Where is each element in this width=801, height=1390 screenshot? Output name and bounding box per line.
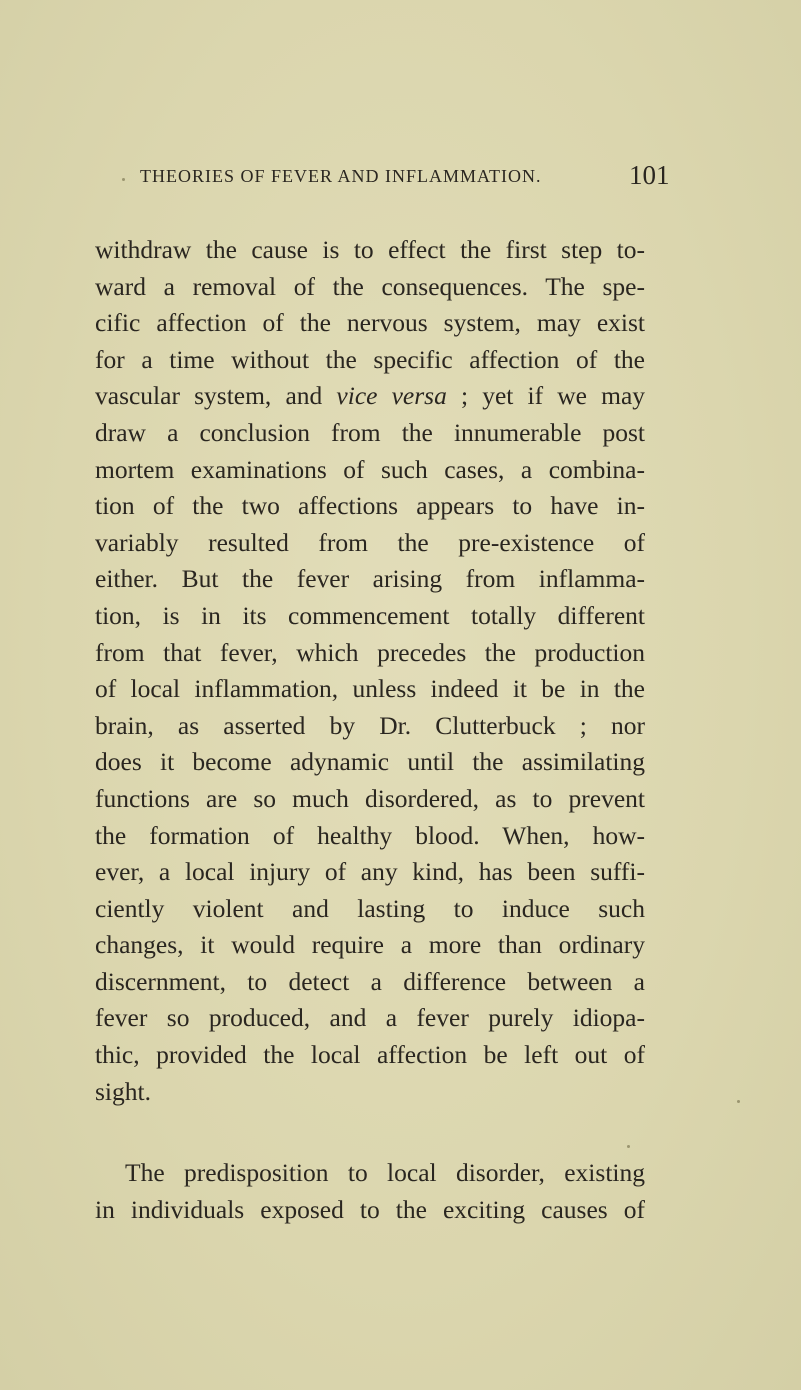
text-line: withdraw the cause is to effect the first step to-: [95, 235, 645, 264]
text-line: ever, a local injury of any kind, has been suffi-: [95, 857, 645, 887]
text-line: tion of the two affections appears to have in-: [95, 491, 645, 521]
text-line: fever so produced, and a fever purely idiopa-: [95, 1003, 645, 1033]
text-line: of local inflammation, unless indeed it be in the: [95, 674, 645, 704]
paper-speck: [737, 1100, 740, 1103]
body-text: [95, 232, 645, 1228]
text-line: mortem examinations of such cases, a combina-: [95, 454, 645, 484]
text-line: functions are so much disordered, as to prevent: [95, 783, 645, 813]
text-line: the formation of healthy blood. When, how-: [95, 820, 645, 850]
text-line: ward a removal of the consequences. The spe-: [95, 271, 645, 301]
text-line: thic, provided the local affection be left out of: [95, 1040, 645, 1070]
text-line: from that fever, which precedes the production: [95, 637, 645, 667]
text-line: sight.: [95, 1076, 151, 1106]
paper-speck: [627, 1145, 630, 1148]
running-head: THEORIES OF FEVER AND INFLAMMATION.: [140, 166, 542, 186]
page-number: 101: [629, 160, 670, 190]
paragraph-gap: [95, 1110, 645, 1155]
paragraph: [95, 1155, 645, 1228]
italic-phrase: vice versa: [336, 381, 447, 411]
text-line: for a time without the specific affection of the: [95, 344, 645, 374]
text-line: brain, as asserted by Dr. Clutterbuck ; nor: [95, 710, 645, 740]
text-run: vascular system, and: [95, 381, 337, 411]
text-line: variably resulted from the pre-existence of: [95, 527, 645, 557]
paragraph: [95, 232, 645, 1110]
text-line: cific affection of the nervous system, may exist: [95, 308, 645, 338]
text-line: discernment, to detect a difference between a: [95, 966, 645, 996]
text-line: [95, 378, 645, 415]
text-line: changes, it would require a more than ordinary: [95, 930, 645, 960]
text-line: tion, is in its commencement totally different: [95, 600, 645, 630]
paper-speck: [122, 178, 125, 181]
text-line: The predisposition to local disorder, existing: [125, 1158, 645, 1188]
text-run: ; yet if we may: [446, 381, 646, 411]
text-line: either. But the fever arising from inflamma-: [95, 564, 645, 594]
text-line: ciently violent and lasting to induce such: [95, 893, 645, 923]
page-header: [140, 160, 670, 192]
text-line: does it become adynamic until the assimilating: [95, 747, 645, 777]
text-line: in individuals exposed to the exciting causes of: [95, 1194, 645, 1224]
text-line: draw a conclusion from the innumerable post: [95, 417, 645, 447]
